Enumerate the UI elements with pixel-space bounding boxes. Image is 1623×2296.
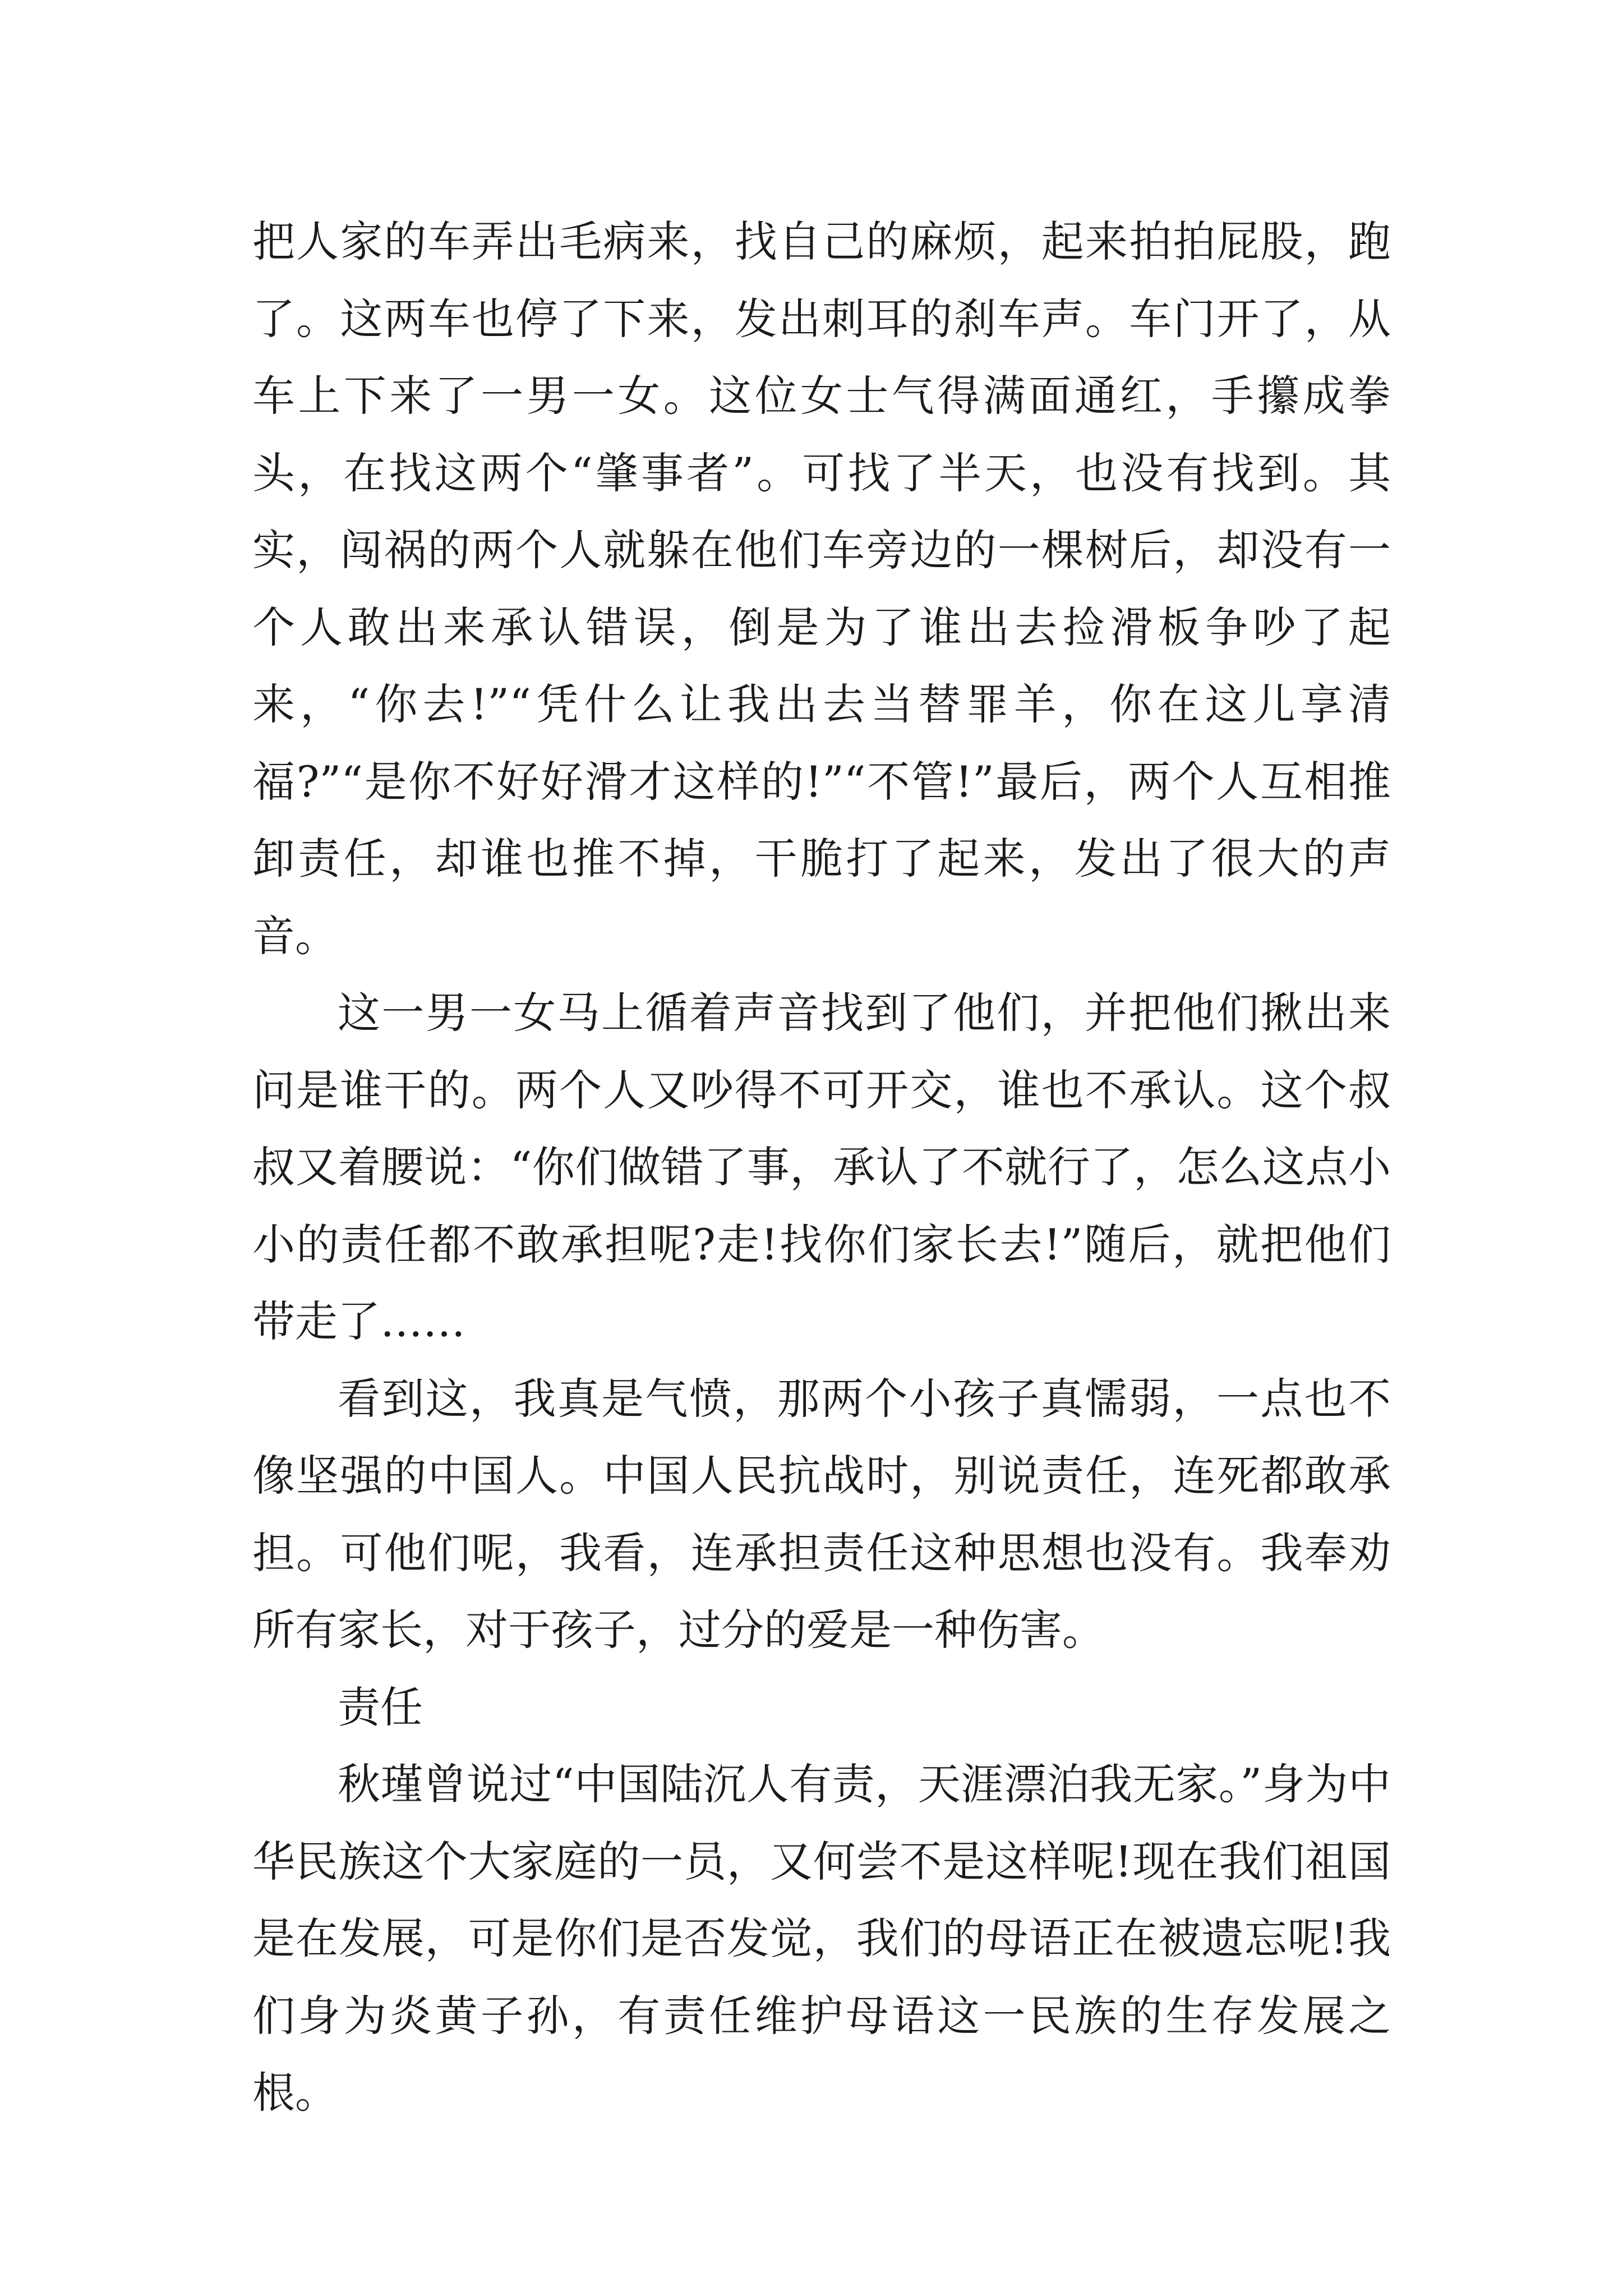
paragraph: 这一男一女马上循着声音找到了他们，并把他们揪出来问是谁干的。两个人又吵得不可开交，谁也不承认。这个叔叔又着腰说：“你们做错了事，承认了不就行了，怎么这点小小的责任都不敢承担呢?走!找你们家长去!”随后，就把他们带走了…… [252, 988, 1391, 1346]
paragraph: 把人家的车弄出毛病来，找自己的麻烦，起来拍拍屁股，跑了。这两车也停了下来，发出刺耳的刹车声。车门开了，从车上下来了一男一女。这位女士气得满面通红，手攥成拳头，在找这两个“肇事者”。可找了半天，也没有找到。其实，闯祸的两个人就躲在他们车旁边的一棵树后，却没有一个人敢出来承认错误，倒是为了谁出去捡滑板争吵了起来，“你去!”“凭什么让我出去当替罪羊，你在这儿享清福?”“是你不好好滑才这样的!”“不管!”最后，两个人互相推卸责任，却谁也推不掉，干脆打了起来，发出了很大的声音。 [252, 217, 1391, 961]
paragraph: 秋瑾曾说过“中国陆沉人有责，天涯漂泊我无家。”身为中华民族这个大家庭的一员，又何尝不是这样呢!现在我们祖国是在发展，可是你们是否发觉，我们的母语正在被遗忘呢!我们身为炎黄子孙，有责任维护母语这一民族的生存发展之根。 [252, 1759, 1391, 2118]
section-heading: 责任 [338, 1682, 423, 1732]
paragraph: 看到这，我真是气愤，那两个小孩子真懦弱，一点也不像坚强的中国人。中国人民抗战时，别说责任，连死都敢承担。可他们呢，我看，连承担责任这种思想也没有。我奉劝所有家长，对于孩子，过分的爱是一种伤害。 [252, 1373, 1391, 1655]
body-text [252, 203, 1391, 2132]
